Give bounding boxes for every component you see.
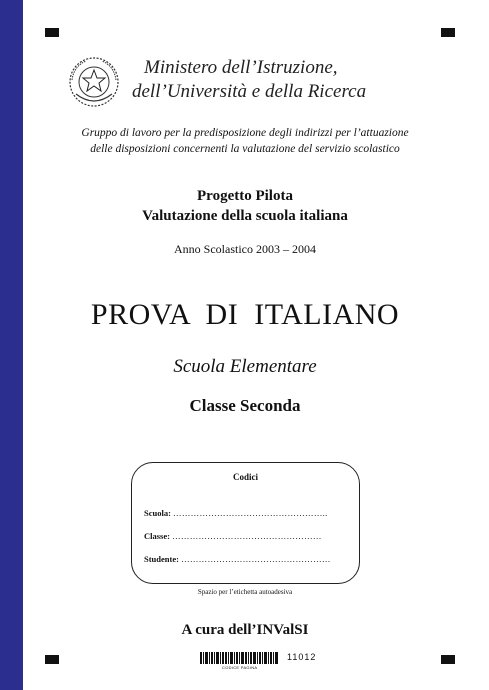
school-year: Anno Scolastico 2003 – 2004: [174, 242, 316, 256]
project-line-2: Valutazione della scuola italiana: [142, 208, 348, 224]
edited-by: A cura dell’INValSI: [181, 622, 309, 638]
class-level: Classe Seconda: [189, 396, 301, 415]
barcode-icon: [200, 652, 280, 664]
project-line-1: Progetto Pilota: [197, 188, 293, 204]
class-code-dots: ……………………………………………: [172, 531, 322, 541]
class-code-label: Classe:: [144, 531, 170, 541]
left-color-band: [0, 0, 23, 690]
registration-mark-bottom-left: [45, 655, 59, 664]
page-code-number: 11012: [287, 652, 317, 662]
ministry-name: [132, 56, 366, 104]
student-code-label: Studente:: [144, 554, 179, 564]
italian-republic-emblem-icon: [66, 54, 122, 110]
registration-mark-bottom-right: [441, 655, 455, 664]
school-level: Scuola Elementare: [173, 356, 317, 377]
label-space-note: Spazio per l’etichetta autoadesiva: [197, 588, 293, 596]
working-group-line-2: delle disposizioni concernenti la valutazione del servizio scolastico: [90, 143, 400, 155]
codes-label-box: [131, 462, 360, 584]
school-code-field: [144, 508, 328, 518]
working-group-line-1: Gruppo di lavoro per la predisposizione degli indirizzi per l’attuazione: [81, 127, 409, 139]
school-code-label: Scuola:: [144, 508, 171, 518]
class-code-field: [144, 531, 322, 541]
codes-title: Codici: [232, 472, 258, 482]
project-title: [23, 186, 467, 226]
ministry-line-2: dell’Università e della Ricerca: [132, 81, 367, 102]
school-code-dots: ……………………………………………..: [173, 508, 328, 518]
page-code-label: CODICE PAGINA: [222, 665, 258, 670]
working-group-text: [23, 125, 467, 157]
registration-mark-top-right: [441, 28, 455, 37]
registration-mark-top-left: [45, 28, 59, 37]
test-title: PROVA DI ITALIANO: [90, 298, 400, 331]
student-code-dots: ……………………………………………: [181, 554, 331, 564]
student-code-field: [144, 554, 331, 564]
ministry-line-1: Ministero dell’Istruzione,: [144, 57, 338, 78]
